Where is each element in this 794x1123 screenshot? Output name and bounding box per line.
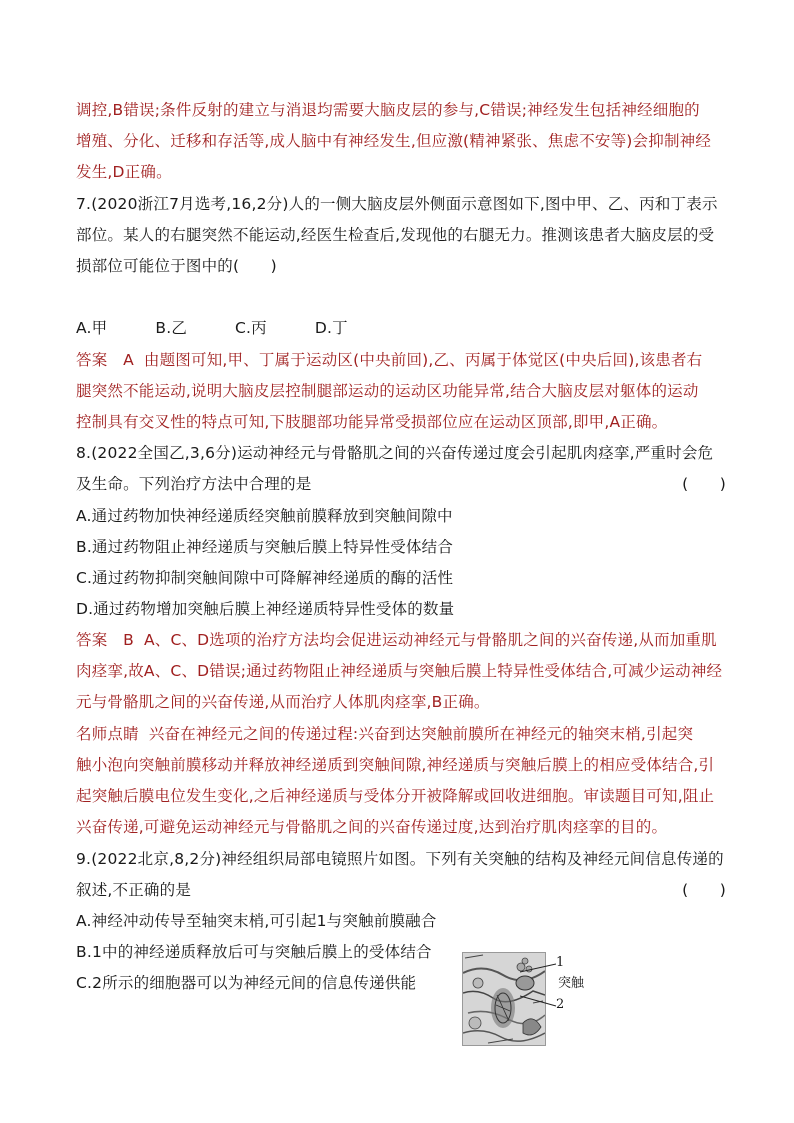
text-line: 调控,B错误;条件反射的建立与消退均需要大脑皮层的参与,C错误;神经发生包括神经细胞的 bbox=[76, 101, 700, 119]
text-line: 发生,D正确。 bbox=[76, 163, 172, 181]
choice-c: C.丙 bbox=[235, 319, 267, 337]
question-7-line: 7.(2020浙江7月选考,16,2分)人的一侧大脑皮层外侧面示意图如下,图中甲、乙、丙和丁表示 bbox=[76, 195, 718, 213]
answer-7-line bbox=[76, 349, 726, 371]
answer-8-line: 肉痉挛,故A、C、D错误;通过药物阻止神经递质与突触后膜上特异性受体结合,可减少运动神经 bbox=[76, 662, 723, 680]
option-b: B.1中的神经递质释放后可与突触后膜上的受体结合 bbox=[76, 943, 432, 961]
figure-label-1: 1 bbox=[556, 955, 565, 970]
option-d: D.通过药物增加突触后膜上神经递质特异性受体的数量 bbox=[76, 600, 455, 618]
question-8-stem: 及生命。下列治疗方法中合理的是 bbox=[76, 475, 312, 493]
answer-text: A、C、D选项的治疗方法均会促进运动神经元与骨骼肌之间的兴奋传递,从而加重肌 bbox=[143, 631, 717, 649]
answer-blank: ( ) bbox=[682, 475, 726, 493]
figure-pointer-lines bbox=[520, 958, 560, 1018]
tip-line: 触小泡向突触前膜移动并释放神经递质到突触间隙,神经递质与突触后膜上的相应受体结合,引 bbox=[76, 756, 715, 774]
tip-line: 兴奋传递,可避免运动神经元与骨骼肌之间的兴奋传递过度,达到治疗肌肉痉挛的目的。 bbox=[76, 818, 668, 836]
option-b: B.通过药物阻止神经递质与突触后膜上特异性受体结合 bbox=[76, 538, 454, 556]
tip-line bbox=[76, 723, 726, 745]
tip-label: 名师点睛 bbox=[76, 725, 139, 743]
option-a: A.神经冲动传导至轴突末梢,可引起1与突触前膜融合 bbox=[76, 912, 437, 930]
figure-label-synapse: 突触 bbox=[558, 976, 585, 991]
question-7-line: 损部位可能位于图中的( ) bbox=[76, 257, 277, 275]
question-7-line: 部位。某人的右腿突然不能运动,经医生检查后,发现他的右腿无力。推测该患者大脑皮层的受 bbox=[76, 226, 715, 244]
tip-text: 兴奋在神经元之间的传递过程:兴奋到达突触前膜所在神经元的轴突末梢,引起突 bbox=[148, 725, 694, 743]
answer-blank: ( ) bbox=[682, 881, 726, 899]
choice-d: D.丁 bbox=[314, 319, 348, 337]
option-c: C.2所示的细胞器可以为神经元间的信息传递供能 bbox=[76, 974, 417, 992]
question-9-line bbox=[76, 879, 726, 901]
text-line: 增殖、分化、迁移和存活等,成人脑中有神经发生,但应激(精神紧张、焦虑不安等)会抑制神经 bbox=[76, 132, 712, 150]
tip-line: 起突触后膜电位发生变化,之后神经递质与受体分开被降解或回收进细胞。审读题目可知,阻止 bbox=[76, 787, 715, 805]
answer-8-line bbox=[76, 629, 726, 651]
option-c: C.通过药物抑制突触间隙中可降解神经递质的酶的活性 bbox=[76, 569, 454, 587]
answer-7-line: 控制具有交叉性的特点可知,下肢腿部功能异常受损部位应在运动区顶部,即甲,A正确。 bbox=[76, 413, 668, 431]
option-a: A.通过药物加快神经递质经突触前膜释放到突触间隙中 bbox=[76, 507, 453, 525]
question-9-stem: 叙述,不正确的是 bbox=[76, 881, 192, 899]
answer-8-line: 元与骨骼肌之间的兴奋传递,从而治疗人体肌肉痉挛,B正确。 bbox=[76, 693, 490, 711]
answer-label: 答案 B bbox=[76, 631, 134, 649]
figure-label-2: 2 bbox=[556, 997, 565, 1012]
choice-b: B.乙 bbox=[155, 319, 188, 337]
question-8-line: 8.(2022全国乙,3,6分)运动神经元与骨骼肌之间的兴奋传递过度会引起肌肉痉挛,严重时会危 bbox=[76, 444, 714, 462]
answer-7-line: 腿突然不能运动,说明大脑皮层控制腿部运动的运动区功能异常,结合大脑皮层对躯体的运动 bbox=[76, 382, 699, 400]
answer-label: 答案 A bbox=[76, 351, 134, 369]
question-7-choices bbox=[76, 317, 726, 339]
choice-a: A.甲 bbox=[76, 319, 108, 337]
question-8-line bbox=[76, 473, 726, 495]
answer-text: 由题图可知,甲、丁属于运动区(中央前回),乙、丙属于体觉区(中央后回),该患者右 bbox=[143, 351, 703, 369]
question-9-line: 9.(2022北京,8,2分)神经组织局部电镜照片如图。下列有关突触的结构及神经元间信息传递的 bbox=[76, 850, 724, 868]
